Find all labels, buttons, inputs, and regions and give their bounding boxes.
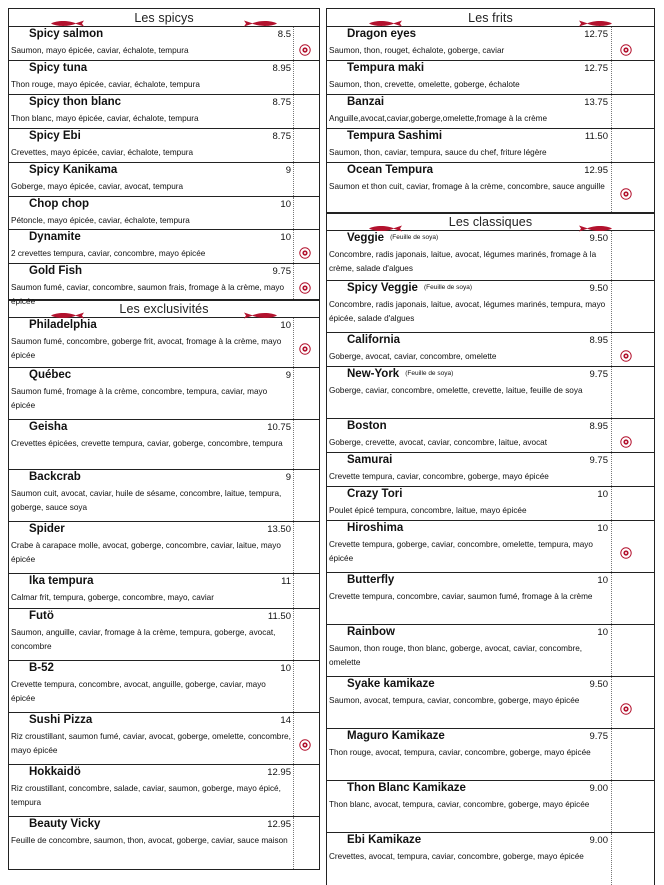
item-name-text: Banzai: [347, 96, 385, 108]
item-description: Saumon, thon rouge, thon blanc, goberge, avocat, caviar, concombre, omelette: [329, 644, 583, 667]
item-price: 10: [280, 663, 291, 674]
item-description: Saumon et thon cuit, caviar, fromage à la crème, concombre, sauce anguille: [329, 182, 605, 191]
item-price: 10: [597, 489, 608, 500]
item-price: 13.50: [267, 524, 291, 535]
item-name: [347, 282, 472, 294]
item-name: [29, 198, 89, 210]
item-price: 10: [280, 232, 291, 243]
item-description: Crevettes, avocat, tempura, caviar, concombre, goberge, mayo épicée: [329, 852, 584, 861]
item-name-text: Spicy Kanikama: [29, 164, 118, 176]
item-name-text: Spicy salmon: [29, 28, 104, 40]
item-price: 10: [597, 575, 608, 586]
item-price: 8.5: [277, 29, 291, 40]
item-description: Pétoncle, mayo épicée, caviar, échalote, tempura: [11, 216, 190, 225]
item-price: 11.50: [267, 611, 291, 622]
section-header: [327, 9, 654, 27]
item-description: Calmar frit, tempura, goberge, concombre, mayo, caviar: [11, 593, 214, 602]
item-name-text: Samurai: [347, 454, 393, 466]
item-price: 12.95: [267, 819, 291, 830]
menu-item: [9, 522, 319, 574]
item-description: Saumon, thon, caviar, tempura, sauce du chef, friture légère: [329, 148, 547, 157]
item-description: Thon blanc, avocat, tempura, caviar, concombre, goberge, mayo épicée: [329, 800, 590, 809]
menu-item: [327, 833, 654, 885]
item-name: [29, 523, 65, 535]
item-price: 9.75: [589, 455, 608, 466]
item-name: [29, 818, 100, 830]
fish-icon: [49, 14, 85, 21]
item-price: 14: [280, 715, 291, 726]
item-name-text: Philadelphia: [29, 319, 97, 331]
menu-item: [9, 95, 319, 129]
item-price: 10.75: [267, 422, 291, 433]
menu-item: [327, 163, 654, 213]
item-name: [29, 471, 81, 483]
item-price: 13.75: [584, 97, 608, 108]
item-price: 9: [285, 370, 291, 381]
item-price: 12.75: [584, 29, 608, 40]
item-name-text: Thon Blanc Kamikaze: [347, 782, 466, 794]
item-price: 10: [280, 320, 291, 331]
item-name: [347, 834, 421, 846]
spicy-badge-icon: [299, 738, 311, 750]
menu-item: [327, 729, 654, 781]
item-price: 9.75: [272, 266, 291, 277]
item-price: 9.75: [589, 369, 608, 380]
spicy-badge-icon: [299, 342, 311, 354]
item-name: [347, 420, 387, 432]
item-name: [347, 678, 435, 690]
item-price: 9: [285, 472, 291, 483]
section-header: [9, 9, 319, 27]
item-name-text: Maguro Kamikaze: [347, 730, 445, 742]
item-description: Saumon, avocat, tempura, caviar, concombre, goberge, mayo épicée: [329, 696, 580, 705]
item-name: [29, 164, 117, 176]
item-name-text: Chop chop: [29, 198, 90, 210]
item-name-text: Boston: [347, 420, 387, 432]
fish-icon: [243, 14, 279, 21]
item-name-text: Spicy Veggie: [347, 282, 418, 294]
item-name: [347, 782, 466, 794]
item-price: 12.95: [584, 165, 608, 176]
item-name-text: Crazy Tori: [347, 488, 403, 500]
item-description: Saumon fumé, fromage à la crème, concombre, tempura, caviar, mayo épicée: [11, 387, 268, 410]
item-price: 9.50: [589, 283, 608, 294]
item-description: Thon rouge, avocat, tempura, caviar, concombre, goberge, mayo épicée: [329, 748, 591, 757]
item-description: Concombre, radis japonais, laitue, avocat, légumes marinés, tempura, mayo épicée, salade d'algues: [329, 300, 606, 323]
item-price: 9: [285, 165, 291, 176]
spicy-badge-icon: [299, 43, 311, 55]
item-description: Riz croustillant, saumon fumé, caviar, avocat, goberge, omelette, concombre, mayo épicée: [11, 732, 291, 755]
item-name: [29, 369, 71, 381]
spicy-badge-icon: [299, 281, 311, 293]
item-name-text: Dynamite: [29, 231, 81, 243]
menu-item: [327, 781, 654, 833]
item-price: 8.95: [272, 63, 291, 74]
item-name-text: Gold Fish: [29, 265, 83, 277]
section-title: Les classiques: [448, 215, 533, 229]
item-name-text: Hiroshima: [347, 522, 404, 534]
item-price: 8.95: [589, 421, 608, 432]
menu-item: [327, 453, 654, 487]
item-name: [29, 662, 54, 674]
item-name: [347, 130, 442, 142]
spicy-badge-icon: [620, 546, 632, 558]
item-description: Saumon, thon, rouget, échalote, goberge, caviar: [329, 46, 505, 55]
item-name: [347, 730, 445, 742]
item-name: [29, 231, 81, 243]
item-price: 8.75: [272, 97, 291, 108]
item-name: [347, 574, 394, 586]
menu-item: [327, 27, 654, 61]
item-name: [29, 575, 94, 587]
item-price: 9.00: [589, 783, 608, 794]
item-name: [347, 164, 433, 176]
item-name-text: Ika tempura: [29, 575, 94, 587]
menu-item: [327, 231, 654, 281]
menu-item: [9, 264, 319, 306]
menu-item: [9, 318, 319, 368]
item-name-text: Hokkaidö: [29, 766, 81, 778]
item-price: 9.50: [589, 233, 608, 244]
item-name-text: Ebi Kamikaze: [347, 834, 422, 846]
menu-item: [9, 661, 319, 713]
item-name: [29, 265, 82, 277]
item-description: Riz croustillant, concombre, salade, caviar, saumon, goberge, mayo épicé, tempura: [11, 784, 281, 807]
item-note: (Feuille de soya): [423, 284, 473, 291]
item-description: Goberge, caviar, concombre, omelette, crevette, laitue, feuille de soya: [329, 386, 583, 395]
item-description: Crevette tempura, concombre, caviar, saumon fumé, fromage à la crème: [329, 592, 593, 601]
item-price: 8.95: [589, 335, 608, 346]
left-menu-column: [8, 8, 320, 870]
menu-item: [9, 129, 319, 163]
item-price: 10: [597, 523, 608, 534]
item-name: [29, 421, 67, 433]
item-name: [29, 130, 81, 142]
item-description: Thon blanc, mayo épicée, caviar, échalote, tempura: [11, 114, 199, 123]
item-description: Saumon, anguille, caviar, fromage à la crème, tempura, goberge, avocat, concombre: [11, 628, 276, 651]
item-name-text: Rainbow: [347, 626, 395, 638]
item-description: Concombre, radis japonais, laitue, avocat, légumes marinés, fromage à la crème, salade d'algues: [329, 250, 597, 273]
fish-icon: [49, 306, 85, 313]
item-description: Crevette tempura, caviar, concombre, goberge, mayo épicée: [329, 472, 549, 481]
menu-item: [9, 817, 319, 869]
section-title: Les spicys: [134, 10, 194, 25]
spicy-badge-icon: [620, 702, 632, 714]
menu-item: [9, 61, 319, 95]
spicy-badge-icon: [620, 187, 632, 199]
item-name: [29, 714, 92, 726]
menu-item: [9, 197, 319, 230]
fish-icon: [243, 306, 279, 313]
item-name: [347, 28, 416, 40]
item-name-text: Butterfly: [347, 574, 395, 586]
item-name: [347, 626, 395, 638]
menu-item: [327, 573, 654, 625]
item-name: [347, 334, 400, 346]
menu-item: [9, 470, 319, 522]
item-name: [347, 232, 438, 244]
item-name-text: Futö: [29, 610, 54, 622]
item-name: [347, 62, 424, 74]
item-price: 11: [281, 576, 291, 587]
item-name: [347, 454, 392, 466]
item-description: Crevettes, mayo épicée, caviar, échalote, tempura: [11, 148, 194, 157]
item-price: 12.75: [584, 63, 608, 74]
menu-item: [9, 420, 319, 470]
item-description: Saumon fumé, caviar, concombre, saumon frais, fromage à la crème, mayo épicée: [11, 283, 285, 306]
menu-item: [327, 625, 654, 677]
menu-item: [327, 281, 654, 333]
item-description: Saumon fumé, concombre, goberge frit, avocat, fromage à la crème, mayo épicée: [11, 337, 282, 360]
menu-item: [327, 419, 654, 453]
item-name: [29, 62, 87, 74]
item-name: [29, 610, 54, 622]
item-name-text: Spicy Ebi: [29, 130, 81, 142]
menu-item: [9, 765, 319, 817]
item-name-text: Tempura Sashimi: [347, 130, 443, 142]
menu-item: [327, 333, 654, 367]
item-description: Saumon, mayo épicée, caviar, échalote, tempura: [11, 46, 189, 55]
item-name-text: Dragon eyes: [347, 28, 417, 40]
fish-icon: [578, 14, 614, 21]
item-description: Goberge, crevette, avocat, caviar, concombre, laitue, avocat: [329, 438, 547, 447]
item-description: Poulet épicé tempura, concombre, laitue, mayo épicée: [329, 506, 527, 515]
item-price: 9.75: [589, 731, 608, 742]
menu-item: [327, 95, 654, 129]
item-description: Crabe à carapace molle, avocat, goberge, concombre, caviar, laitue, mayo épicée: [11, 541, 281, 564]
spicy-badge-icon: [620, 435, 632, 447]
item-name-text: Backcrab: [29, 471, 81, 483]
menu-item: [9, 713, 319, 765]
item-name-text: Geisha: [29, 421, 68, 433]
item-description: Thon rouge, mayo épicée, caviar, échalote, tempura: [11, 80, 200, 89]
menu-item: [9, 368, 319, 420]
item-description: Saumon, thon, crevette, omelette, goberge, échalote: [329, 80, 520, 89]
item-name-text: Veggie: [347, 232, 385, 244]
item-name-text: Spicy tuna: [29, 62, 88, 74]
item-description: Saumon cuit, avocat, caviar, huile de sésame, concombre, laitue, tempura, goberge, sauce soya: [11, 489, 282, 512]
item-description: 2 crevettes tempura, caviar, concombre, mayo épicée: [11, 249, 206, 258]
item-name: [29, 96, 121, 108]
item-price: 9.00: [589, 835, 608, 846]
spicy-badge-icon: [299, 246, 311, 258]
item-price: 8.75: [272, 131, 291, 142]
section-header: [327, 213, 654, 231]
item-name-text: Syake kamikaze: [347, 678, 435, 690]
item-description: Crevette tempura, concombre, avocat, anguille, goberge, caviar, mayo épicée: [11, 680, 266, 703]
spicy-badge-icon: [620, 43, 632, 55]
item-name-text: Sushi Pizza: [29, 714, 93, 726]
item-name: [347, 522, 403, 534]
fish-icon: [367, 219, 403, 226]
item-name-text: Ocean Tempura: [347, 164, 434, 176]
menu-item: [327, 521, 654, 573]
menu-item: [327, 129, 654, 163]
item-name: [29, 319, 97, 331]
item-name: [347, 488, 402, 500]
section-header: [9, 300, 319, 318]
item-name: [29, 28, 103, 40]
menu-item: [327, 677, 654, 729]
item-price: 9.50: [589, 679, 608, 690]
menu-item: [9, 230, 319, 264]
item-name-text: Spicy thon blanc: [29, 96, 122, 108]
item-description: Crevettes épicées, crevette tempura, caviar, goberge, concombre, tempura: [11, 439, 283, 448]
item-description: Goberge, avocat, caviar, concombre, omelette: [329, 352, 497, 361]
item-price: 10: [280, 199, 291, 210]
fish-icon: [578, 219, 614, 226]
menu-item: [9, 27, 319, 61]
item-description: Feuille de concombre, saumon, thon, avocat, goberge, caviar, sauce maison: [11, 836, 288, 845]
fish-icon: [367, 14, 403, 21]
item-name-text: Spider: [29, 523, 65, 535]
right-menu-column: [326, 8, 655, 885]
menu-item: [9, 574, 319, 609]
item-description: Anguille,avocat,caviar,goberge,omelette,fromage à la crème: [329, 114, 547, 123]
menu-item: [9, 609, 319, 661]
item-name-text: Beauty Vicky: [29, 818, 101, 830]
item-name: [347, 96, 384, 108]
item-name: [347, 368, 453, 380]
item-name-text: New-York: [347, 368, 400, 380]
section-title: Les frits: [468, 10, 513, 25]
item-price: 12.95: [267, 767, 291, 778]
menu-item: [327, 367, 654, 419]
item-name-text: Québec: [29, 369, 72, 381]
item-name-text: California: [347, 334, 401, 346]
item-price: 11.50: [584, 131, 608, 142]
item-note: (Feuille de soya): [390, 234, 439, 241]
item-note: (Feuille de soya): [405, 370, 454, 377]
item-name-text: Tempura maki: [347, 62, 425, 74]
item-description: Crevette tempura, goberge, caviar, concombre, omelette, tempura, mayo épicée: [329, 540, 593, 563]
spicy-badge-icon: [620, 349, 632, 361]
section-title: Les exclusivités: [119, 302, 209, 316]
menu-item: [327, 61, 654, 95]
menu-item: [9, 163, 319, 197]
menu-item: [327, 487, 654, 521]
item-name-text: B-52: [29, 662, 54, 674]
item-description: Goberge, mayo épicée, caviar, avocat, tempura: [11, 182, 184, 191]
item-price: 10: [597, 627, 608, 638]
item-name: [29, 766, 81, 778]
